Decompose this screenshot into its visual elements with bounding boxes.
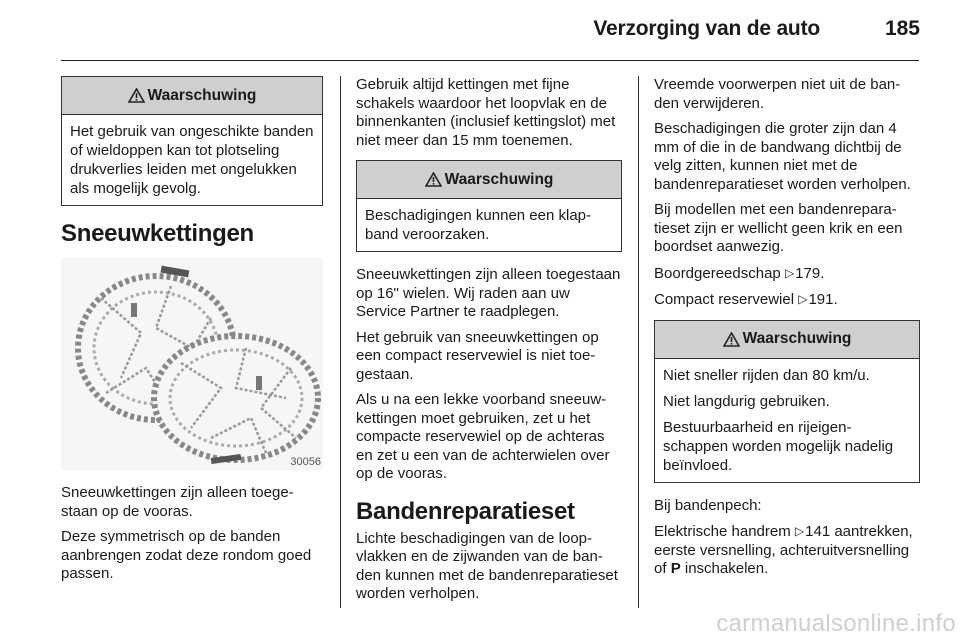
snow-chain-illustration	[61, 258, 323, 470]
header-rule	[61, 60, 919, 61]
column-divider	[340, 76, 341, 608]
cross-reference	[654, 290, 920, 310]
section-title: Sneeuwkettingen	[61, 220, 254, 247]
reference-arrow-icon: ▷	[798, 292, 808, 306]
warning-text: Het gebruik van ongeschikte banden of wieldoppen kan tot plotseling drukverlies leiden met ongelukken als mogelijk gevolg.	[70, 123, 314, 197]
warning-body	[655, 359, 919, 482]
warning-box	[61, 76, 323, 206]
warning-box	[356, 160, 622, 252]
paragraph-text: Elektrische handrem	[654, 523, 791, 540]
paragraph: Als u na een lekke voorband sneeuwkettingen moet gebruiken, zet u het compacte reservewiel op de achteras en zet u een van de achterwielen over op de vooras.	[356, 391, 610, 482]
column-1	[61, 76, 323, 591]
warning-text: Niet langdurig gebruiken.	[663, 392, 830, 410]
reference-arrow-icon: ▷	[794, 524, 805, 538]
warning-header	[655, 321, 919, 359]
cross-reference	[654, 264, 920, 284]
reference-page[interactable]: 191.	[808, 291, 838, 308]
reference-text: Compact reservewiel	[654, 291, 795, 308]
warning-header	[357, 161, 621, 199]
reference-text: 141 aantrekken, eerste versnelling, achteruitversnelling of	[654, 523, 913, 577]
warning-header	[62, 77, 322, 115]
column-3	[654, 76, 920, 586]
paragraph: Beschadigingen die groter zijn dan 4 mm of die in de bandwang dichtbij de velg zitten, kunnen niet met de bandenreparatieset worden verholpen.	[654, 120, 911, 193]
warning-title: Waarschuwing	[444, 170, 554, 188]
header-title: Verzorging van de auto	[593, 17, 820, 40]
warning-title: Waarschuwing	[742, 330, 852, 347]
paragraph: Gebruik altijd kettingen met fijne schakels waardoor het loopvlak en de binnenkanten (inclusief kettingslot) met niet meer dan 15 mm toenemen.	[356, 76, 616, 149]
page-number: 185	[884, 17, 920, 40]
warning-text: Niet sneller rijden dan 80 km/u.	[663, 366, 870, 384]
paragraph: Sneeuwkettingen zijn alleen toegestaan op de vooras.	[61, 484, 294, 520]
figure-code: 30056	[290, 456, 321, 468]
warning-icon	[128, 88, 145, 103]
warning-title: Waarschuwing	[147, 86, 257, 104]
paragraph: Bij bandenpech:	[654, 496, 762, 514]
paragraph	[654, 522, 920, 579]
warning-text: Bestuurbaarheid en rijeigenschappen worden mogelijk nadelig beïnvloed.	[663, 418, 894, 474]
paragraph: Sneeuwkettingen zijn alleen toegestaan op 16" wielen. Wij raden aan uw Service Partner te raadplegen.	[356, 266, 621, 320]
column-divider	[638, 76, 639, 608]
reference-arrow-icon: ▷	[784, 265, 795, 280]
reference-page[interactable]: 179.	[795, 264, 825, 282]
reference-text: Boordgereedschap	[654, 264, 781, 282]
warning-icon	[723, 332, 740, 347]
paragraph: Bij modellen met een bandenreparatieset zijn er wellicht geen krik en een boordset aanwezig.	[654, 201, 903, 255]
paragraph: Deze symmetrisch op de banden aanbrengen zodat deze rondom goed passen.	[61, 528, 312, 582]
snow-chain-image	[61, 258, 323, 470]
warning-box	[654, 320, 920, 483]
warning-text: Beschadigingen kunnen een klapband veroorzaken.	[365, 207, 592, 243]
paragraph: Het gebruik van sneeuwkettingen op een compact reservewiel is niet toegestaan.	[356, 328, 599, 383]
column-2	[356, 76, 622, 611]
section-title: Bandenreparatieset	[356, 497, 575, 525]
watermark: carmanualsonline.info	[716, 610, 956, 637]
warning-icon	[425, 172, 442, 187]
paragraph-text: inschakelen.	[684, 560, 769, 577]
paragraph: Vreemde voorwerpen niet uit de banden verwijderen.	[654, 76, 901, 112]
paragraph: Lichte beschadigingen van de loopvlakken en de zijwanden van de banden kunnen met de bandenreparatieset worden verholpen.	[356, 529, 618, 602]
gear-position-p: P	[670, 560, 681, 577]
warning-body	[357, 199, 621, 251]
warning-body	[62, 115, 322, 205]
